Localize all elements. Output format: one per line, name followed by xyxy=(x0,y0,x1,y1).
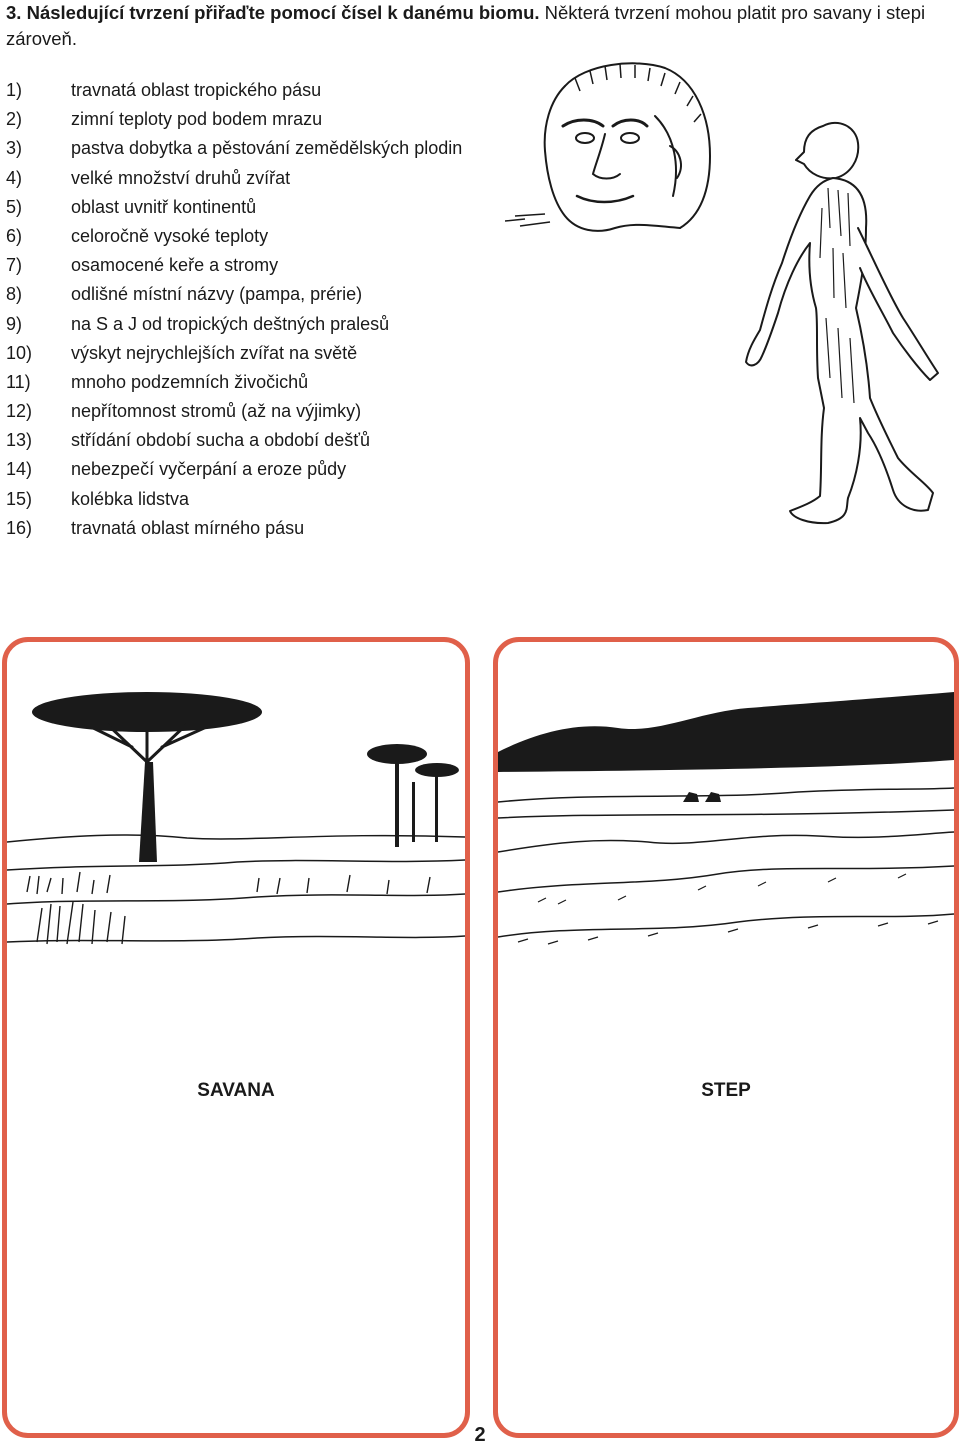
statement-item xyxy=(6,222,526,251)
hominid-head-illustration xyxy=(505,56,720,241)
statement-number: 2) xyxy=(6,109,23,130)
task-heading xyxy=(6,0,958,52)
statement-item xyxy=(6,397,526,426)
savanna-card xyxy=(2,637,470,1438)
page-number: 2 xyxy=(474,1424,486,1446)
statement-number: 9) xyxy=(6,313,23,334)
statement-item xyxy=(6,339,526,368)
statement-number: 6) xyxy=(6,225,23,246)
statement-list xyxy=(6,76,526,543)
statement-text: osamocené keře a stromy xyxy=(71,255,279,276)
statement-number: 15) xyxy=(6,488,33,509)
steppe-label: STEP xyxy=(701,1080,751,1101)
savanna-landscape-illustration xyxy=(7,642,465,972)
statement-item xyxy=(6,76,526,105)
statement-number: 4) xyxy=(6,167,23,188)
statement-item xyxy=(6,193,526,222)
statement-number: 10) xyxy=(6,342,33,363)
statement-item xyxy=(6,426,526,455)
statement-number: 11) xyxy=(6,371,31,392)
task-number: 3. xyxy=(6,2,22,23)
statement-number: 8) xyxy=(6,284,23,305)
statement-number: 13) xyxy=(6,430,33,451)
statement-item xyxy=(6,455,526,484)
task-instruction-rest: Některá tvrzení mohou platit pro savany i stepi zároveň. xyxy=(6,2,926,49)
statement-text: velké množství druhů zvířat xyxy=(71,167,291,188)
statement-text: travnatá oblast tropického pásu xyxy=(71,80,322,100)
statement-text: zimní teploty pod bodem mrazu xyxy=(71,109,323,130)
statement-text: na S a J od tropických deštných pralesů xyxy=(71,313,390,334)
statement-text: oblast uvnitř kontinentů xyxy=(71,196,257,217)
statement-number: 14) xyxy=(6,459,33,480)
statement-number: 1) xyxy=(6,80,23,100)
statement-item xyxy=(6,514,526,543)
statement-item xyxy=(6,251,526,280)
statement-number: 3) xyxy=(6,138,23,159)
statement-number: 7) xyxy=(6,255,23,276)
statement-number: 16) xyxy=(6,517,33,538)
statement-text: travnatá oblast mírného pásu xyxy=(71,517,305,538)
statement-text: odlišné místní názvy (pampa, prérie) xyxy=(71,284,363,305)
statement-text: kolébka lidstva xyxy=(71,488,190,509)
statement-text: nebezpečí vyčerpání a eroze půdy xyxy=(71,459,347,480)
steppe-card xyxy=(493,637,959,1438)
statement-text: výskyt nejrychlejších zvířat na světě xyxy=(71,342,358,363)
statement-text: střídání období sucha a období dešťů xyxy=(71,430,370,451)
statement-text: pastva dobytka a pěstování zemědělských plodin xyxy=(71,138,463,159)
task-instruction-bold: Následující tvrzení přiřaďte pomocí čísel k danému biomu. xyxy=(26,2,540,23)
walking-hominid-illustration xyxy=(738,118,943,543)
statement-item xyxy=(6,164,526,193)
statement-number: 5) xyxy=(6,196,23,217)
statement-item xyxy=(6,105,526,134)
statement-item xyxy=(6,280,526,309)
statement-item xyxy=(6,310,526,339)
statement-item xyxy=(6,134,526,163)
steppe-landscape-illustration xyxy=(498,642,954,972)
statement-number: 12) xyxy=(6,401,33,422)
statement-text: celoročně vysoké teploty xyxy=(71,225,269,246)
statement-item xyxy=(6,368,526,397)
statement-text: nepřítomnost stromů (až na výjimky) xyxy=(71,401,362,422)
savanna-label: SAVANA xyxy=(197,1080,275,1101)
statement-text: mnoho podzemních živočichů xyxy=(71,371,309,392)
statement-item xyxy=(6,485,526,514)
